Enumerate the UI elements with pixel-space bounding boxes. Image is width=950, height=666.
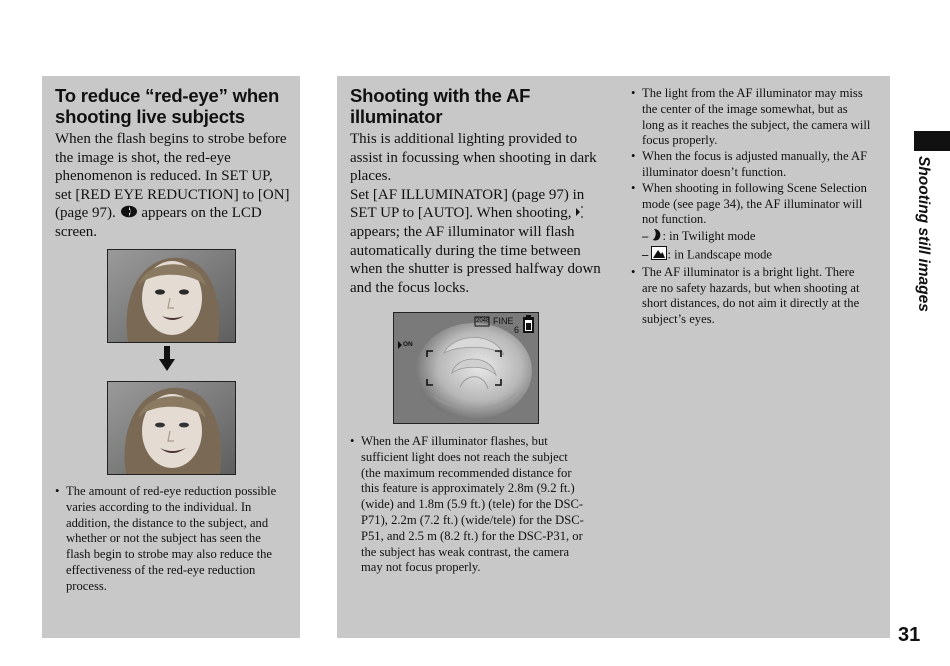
red-eye-notes [55,484,300,595]
lcd-size-label: 2048 [476,318,490,324]
note-item [55,484,300,595]
note-line: P71), 2.2m (7.2 ft.) (wide/tele) for the DSC- [361,512,584,527]
lcd-quality-label: FINE [493,316,514,326]
note-line: short distances, do not aim it directly at the [642,296,860,311]
down-arrow-icon [159,346,175,376]
note-line: focus properly. [642,133,718,148]
note-line: whether or not the subject has seen the [66,531,261,546]
af-illuminator-panel [337,76,890,638]
body-line-part: (page 97). [55,205,116,222]
note-line: this feature is approximately 2.8m (9.2 ft.) [361,481,575,496]
face-photo-before [107,249,236,343]
body-line: set [RED EYE REDUCTION] to [ON] [55,186,290,203]
body-line: When the flash begins to strobe before [55,131,287,147]
face-photo-after [107,381,236,475]
heading-line: Shooting with the AF [350,85,531,106]
body-line [350,204,610,223]
note-line: illuminator doesn’t function. [642,164,787,179]
note-line: may not focus properly. [361,560,481,575]
note-line: subject’s eyes. [642,312,715,327]
body-line [55,204,295,223]
body-line: and the focus locks. [350,280,470,297]
twilight-mode-text: : in Twilight mode [662,228,756,243]
lcd-rose-image [393,312,539,424]
note-line: P51, and 2.5 m (8.2 ft.) for the DSC-P31, or [361,528,583,543]
note-line: the center of the image somewhat, but as [642,101,848,116]
page-number: 31 [898,624,921,646]
body-line: This is additional lighting provided to [350,131,578,147]
body-line: when the shutter is pressed halfway down [350,261,601,278]
body-line: automatically during the time between [350,242,581,259]
note-line: are no safety hazards, but when shooting at [642,280,860,295]
landscape-mode-text: : in Landscape mode [667,247,773,262]
body-line: Set [AF ILLUMINATOR] (page 97) in [350,186,585,203]
body-line: appears; the AF illuminator will flash [350,224,575,241]
side-tab-label: Shooting still images [915,156,932,312]
note-line: (the maximum recommended distance for [361,465,572,480]
note-line: varies according to the individual. In [66,499,252,514]
note-item [350,434,615,576]
body-line: assist in focussing when shooting in dark [350,149,597,166]
note-line: • The amount of red-eye reduction possible [66,484,277,498]
note-line: flash begin to strobe may also reduce the [66,547,272,562]
red-eye-panel [42,76,300,638]
note-item [631,265,883,328]
red-eye-body [55,130,295,242]
red-eye-reduction-icon [120,205,138,224]
body-line-part: SET UP to [AUTO]. When shooting, [350,205,572,222]
note-line: the subject has weak contrast, the camera [361,544,570,559]
af-illuminator-heading [350,85,530,127]
note-line: • The light from the AF illuminator may miss [642,86,863,100]
note-line: effectiveness of the red-eye reduction [66,562,256,577]
lcd-af-icon-label: ON [403,341,413,348]
af-notes-middle [350,434,615,576]
af-notes-right [631,86,883,328]
note-line: sufficient light does not reach the subject [361,449,568,464]
note-line: • When the focus is adjusted manually, the AF [642,149,868,164]
body-line: the image is shot, the red-eye [55,149,231,166]
heading-line: illuminator [350,106,443,127]
side-tab-marker [914,131,950,151]
dash: – [642,247,649,262]
landscape-mountain-icon [651,246,667,265]
note-line: • When shooting in following Scene Selection [642,180,867,195]
note-item [631,149,883,181]
twilight-mode-line [631,228,883,246]
note-line: not function. [642,212,707,227]
body-line: places. [350,168,392,185]
heading-line: To reduce “red-eye” when [55,85,280,106]
twilight-moon-icon [651,228,662,246]
note-item [631,181,883,228]
note-item [631,86,883,149]
heading-line: shooting live subjects [55,106,245,127]
body-line: phenomenon is reduced. In SET UP, [55,168,273,185]
red-eye-heading [55,85,279,127]
body-line-part: appears on the LCD [141,205,262,222]
lcd-shots-left: 6 [514,325,520,335]
note-line: process. [66,578,107,593]
af-illuminator-icon [575,205,599,224]
note-line: mode (see page 34), the AF illuminator will [642,196,863,211]
note-line: • The AF illuminator is a bright light. There [642,264,855,279]
af-illuminator-body [350,130,610,298]
note-line: (wide) and 1.8m (5.9 ft.) (tele) for the DSC- [361,497,584,512]
dash: – [642,228,649,243]
note-line: addition, the distance to the subject, and [66,515,269,530]
landscape-mode-line [631,246,883,265]
note-line: long as it reaches the subject, the camera will [642,117,871,132]
body-line: screen. [55,224,98,241]
note-line: • When the AF illuminator flashes, but [361,434,548,448]
